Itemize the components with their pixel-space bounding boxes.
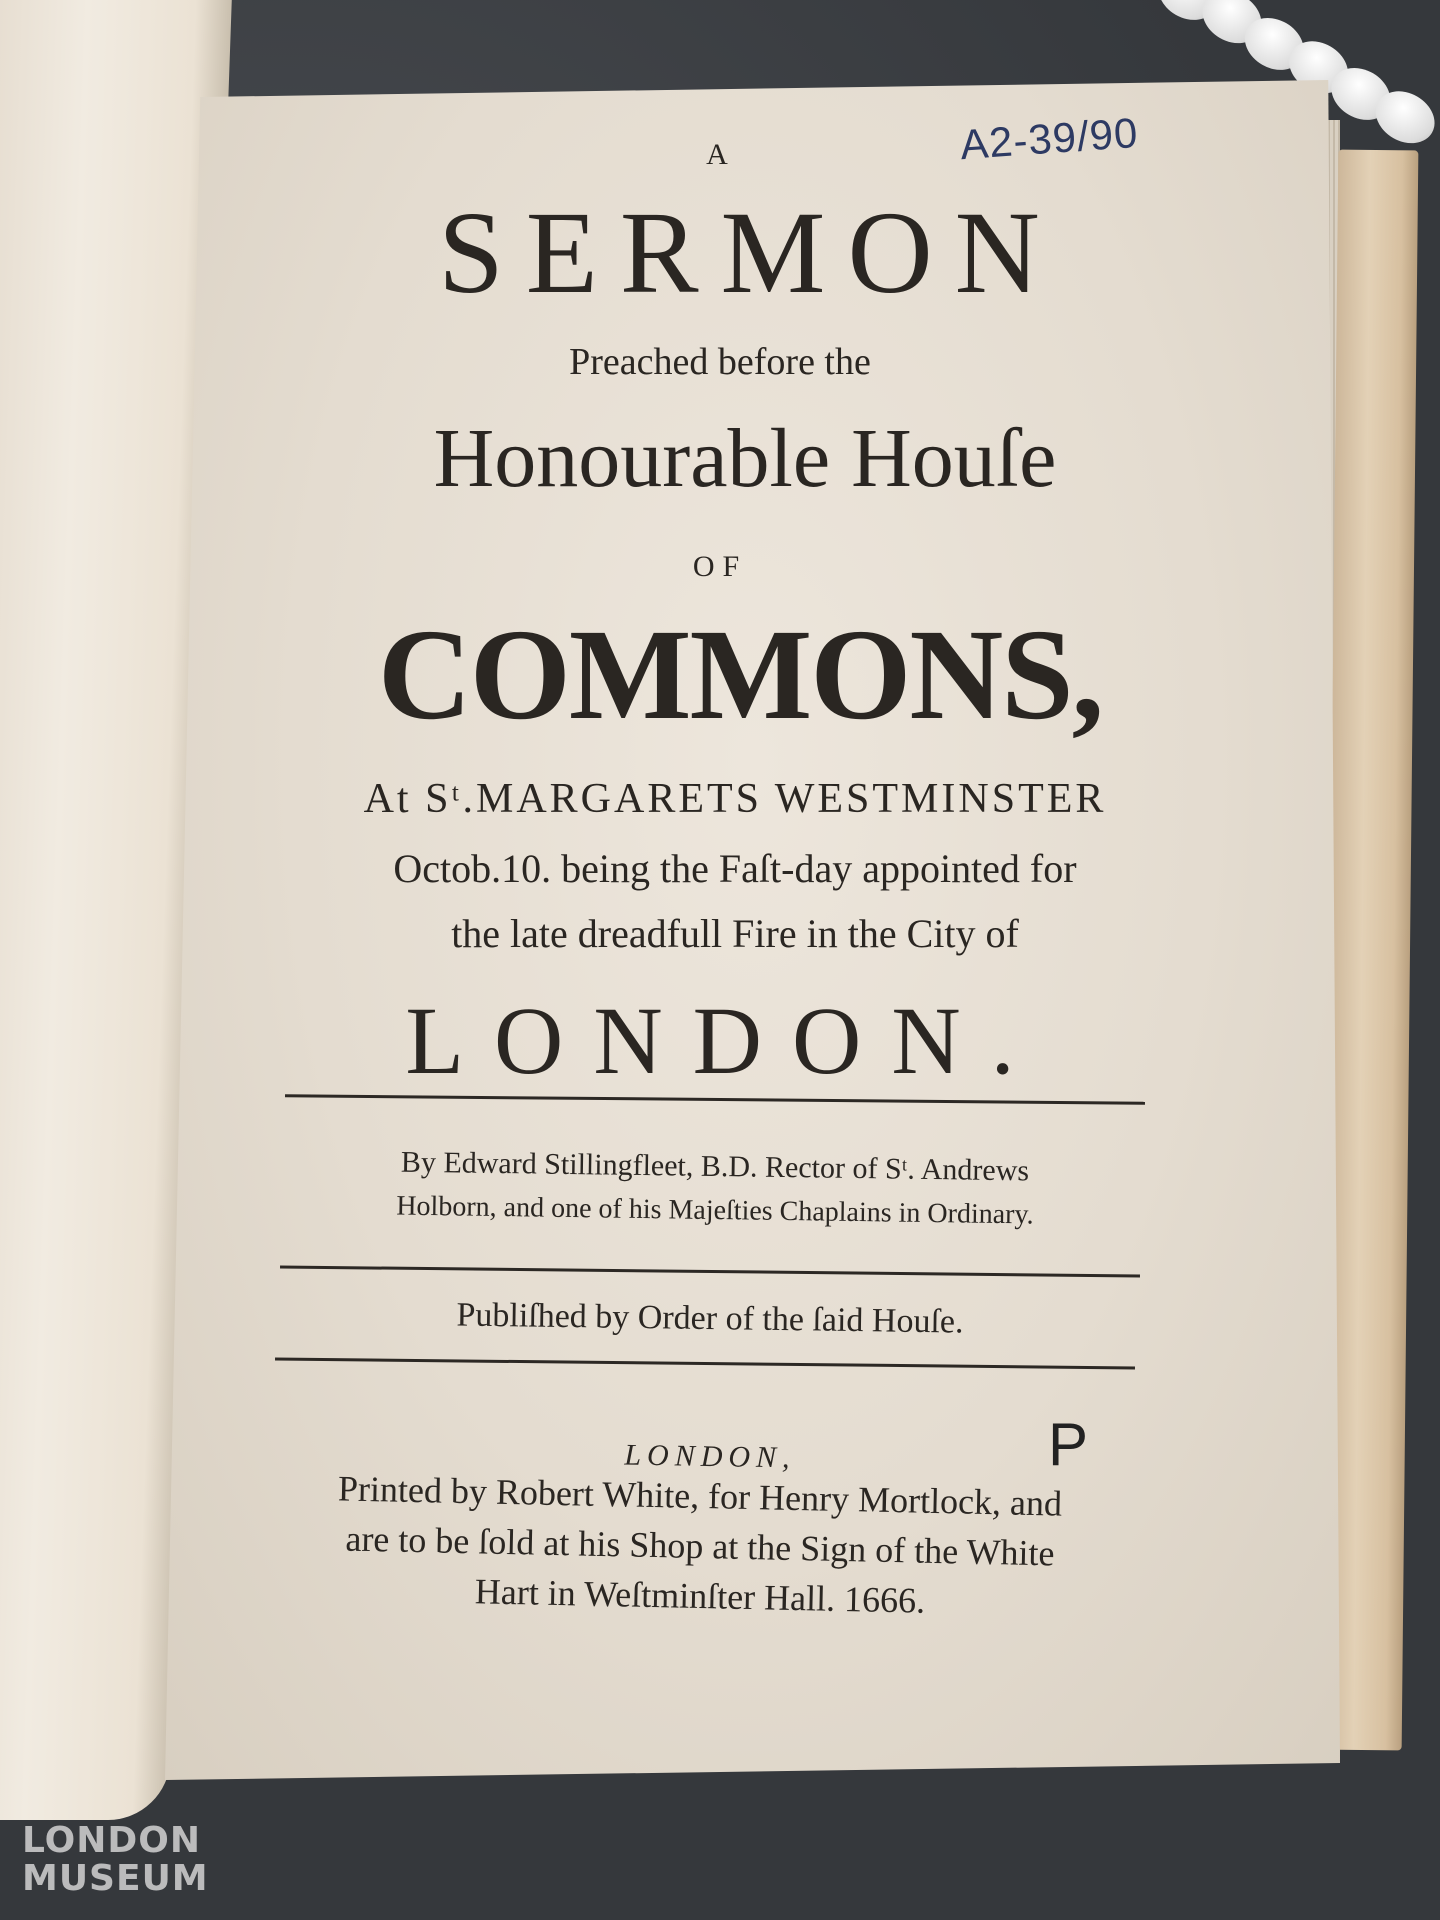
city-line: LONDON. xyxy=(405,987,1045,1094)
date-line: Octob.10. being the Faſt-day appointed for xyxy=(393,846,1077,891)
title-article: A xyxy=(706,138,734,171)
title-preached: Preached before the xyxy=(569,341,871,383)
pencil-mark: P xyxy=(1048,1411,1089,1478)
logo-line-1: LONDON xyxy=(22,1820,202,1861)
imprint-city: LONDON, xyxy=(624,1438,796,1475)
shelfmark: A2-39/90 xyxy=(958,108,1140,169)
imprint-line-1: Printed by Robert White, for Henry Mortlock, and xyxy=(337,1468,1063,1524)
title-commons: COMMONS, xyxy=(377,603,1103,747)
published-line: Publiſhed by Order of the ſaid Houſe. xyxy=(456,1296,964,1341)
logo-line-2: MUSEUM xyxy=(22,1858,209,1899)
title-of: OF xyxy=(692,550,748,583)
imprint-line-2: are to be ſold at his Shop at the Sign of the White xyxy=(345,1518,1055,1574)
title-house: Honourable Houſe xyxy=(433,412,1057,505)
author-line-2: Holborn, and one of his Majeſties Chaplains in Ordinary. xyxy=(396,1190,1034,1231)
london-museum-logo xyxy=(22,1822,222,1898)
title-sermon: SERMON xyxy=(438,187,1062,318)
imprint-line-3: Hart in Weſtminſter Hall. 1666. xyxy=(474,1571,926,1621)
author-line: By Edward Stillingfleet, B.D. Rector of Sᵗ. Andrews xyxy=(400,1145,1030,1188)
location-line: At Sᵗ.MARGARETS WESTMINSTER xyxy=(363,776,1107,822)
occasion-line: the late dreadfull Fire in the City of xyxy=(451,911,1019,956)
